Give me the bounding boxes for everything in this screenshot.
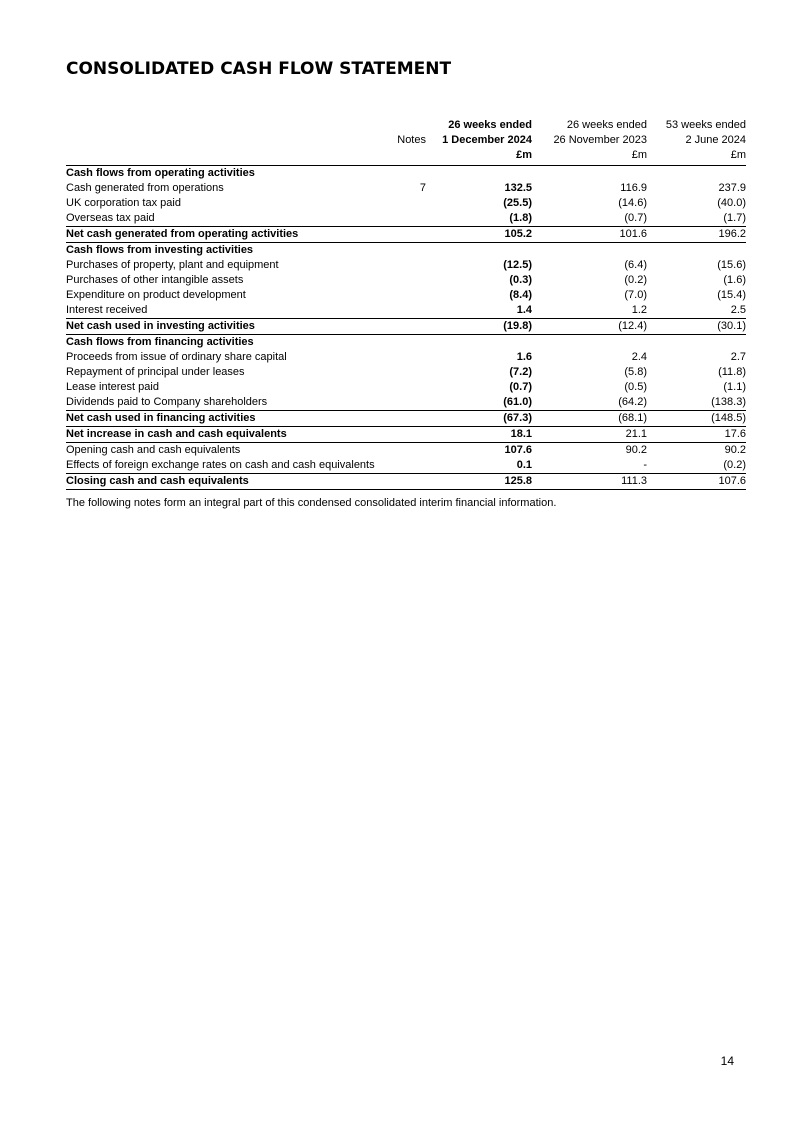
row-current-period-value: (19.8) <box>503 320 532 332</box>
table-row <box>66 380 746 395</box>
page-title: CONSOLIDATED CASH FLOW STATEMENT <box>66 59 452 79</box>
row-current-period-value: 1.4 <box>516 304 532 316</box>
row-label: Proceeds from issue of ordinary share capital <box>66 351 287 363</box>
row-prior-period-value: 116.9 <box>620 182 647 194</box>
row-current-period-value: (61.0) <box>503 396 532 408</box>
table-row <box>66 395 746 411</box>
row-label: Net increase in cash and cash equivalents <box>66 428 287 440</box>
row-label: UK corporation tax paid <box>66 197 181 209</box>
row-full-year-value: (1.7) <box>723 212 746 224</box>
row-current-period-value: (12.5) <box>503 259 532 271</box>
row-full-year-value: 107.6 <box>718 475 746 487</box>
row-full-year-value: (30.1) <box>717 320 746 332</box>
row-current-period-value: (0.3) <box>509 274 532 286</box>
row-full-year-value: 2.5 <box>730 304 746 316</box>
row-label: Net cash generated from operating activities <box>66 228 299 240</box>
row-current-period-value: 18.1 <box>510 428 532 440</box>
row-prior-period-value: (0.5) <box>624 381 647 393</box>
table-body <box>66 166 746 490</box>
header-row-2 <box>66 133 746 148</box>
section-header-row <box>66 243 746 258</box>
row-current-period-value: (7.2) <box>509 366 532 378</box>
table-row <box>66 458 746 474</box>
header-prior-period-line2: 26 November 2023 <box>553 134 647 146</box>
row-full-year-value: (15.6) <box>717 259 746 271</box>
row-prior-period-value: 21.1 <box>625 428 647 440</box>
row-full-year-value: (148.5) <box>711 412 746 424</box>
table-row <box>66 350 746 365</box>
total-row <box>66 227 746 243</box>
header-notes: Notes <box>397 134 426 146</box>
total-row <box>66 474 746 490</box>
header-row-3 <box>66 148 746 166</box>
row-current-period-value: 107.6 <box>504 444 532 456</box>
row-label: Dividends paid to Company shareholders <box>66 396 268 408</box>
table-row <box>66 196 746 211</box>
table-row <box>66 273 746 288</box>
row-prior-period-value: (64.2) <box>618 396 647 408</box>
row-prior-period-value: 90.2 <box>625 444 647 456</box>
row-current-period-value: (8.4) <box>509 289 532 301</box>
header-full-year-line2: 2 June 2024 <box>685 134 746 146</box>
row-full-year-value: (15.4) <box>717 289 746 301</box>
row-prior-period-value: 101.6 <box>619 228 647 240</box>
row-label: Net cash used in financing activities <box>66 412 256 424</box>
row-current-period-value: (1.8) <box>509 212 532 224</box>
table-row <box>66 258 746 273</box>
row-current-period-value: (67.3) <box>503 412 532 424</box>
header-full-year-unit: £m <box>730 149 746 161</box>
row-prior-period-value: (12.4) <box>618 320 647 332</box>
row-full-year-value: 90.2 <box>724 444 746 456</box>
table-row <box>66 211 746 227</box>
row-prior-period-value: (14.6) <box>618 197 647 209</box>
section-header-row <box>66 166 746 181</box>
row-label: Cash flows from operating activities <box>66 167 255 179</box>
row-full-year-value: 17.6 <box>724 428 746 440</box>
row-full-year-value: (1.6) <box>723 274 746 286</box>
row-notes: 7 <box>419 182 426 194</box>
row-current-period-value: 105.2 <box>504 228 532 240</box>
row-label: Effects of foreign exchange rates on cash and cash equivalents <box>66 459 375 471</box>
row-full-year-value: (0.2) <box>723 459 746 471</box>
header-full-year-line1: 53 weeks ended <box>665 119 746 131</box>
table-row <box>66 443 746 458</box>
row-label: Net cash used in investing activities <box>66 320 255 332</box>
row-prior-period-value: 2.4 <box>631 351 647 363</box>
row-full-year-value: (11.8) <box>718 366 746 378</box>
row-prior-period-value: (5.8) <box>624 366 647 378</box>
row-current-period-value: 132.5 <box>504 182 532 194</box>
row-prior-period-value: (0.2) <box>624 274 647 286</box>
row-current-period-value: (0.7) <box>509 381 532 393</box>
row-label: Purchases of other intangible assets <box>66 274 244 286</box>
row-full-year-value: 2.7 <box>730 351 746 363</box>
row-prior-period-value: (68.1) <box>618 412 647 424</box>
row-prior-period-value: (7.0) <box>624 289 647 301</box>
table-row <box>66 303 746 319</box>
row-label: Opening cash and cash equivalents <box>66 444 241 456</box>
row-prior-period-value: 111.3 <box>621 475 647 487</box>
row-label: Cash flows from investing activities <box>66 244 254 256</box>
table-row <box>66 288 746 303</box>
total-row <box>66 411 746 427</box>
row-current-period-value: 125.8 <box>504 475 532 487</box>
row-label: Expenditure on product development <box>66 289 246 301</box>
row-prior-period-value: (0.7) <box>624 212 647 224</box>
header-current-period-line1: 26 weeks ended <box>448 119 532 131</box>
row-full-year-value: 196.2 <box>718 228 746 240</box>
row-label: Purchases of property, plant and equipment <box>66 259 279 271</box>
row-full-year-value: 237.9 <box>718 182 746 194</box>
row-label: Repayment of principal under leases <box>66 366 245 378</box>
row-prior-period-value: - <box>643 459 647 471</box>
row-full-year-value: (138.3) <box>711 396 746 408</box>
page-number: 14 <box>720 1054 734 1068</box>
header-current-period-unit: £m <box>516 149 532 161</box>
total-row <box>66 427 746 443</box>
footnote: The following notes form an integral part of this condensed consolidated interim financial information. <box>66 497 557 509</box>
row-label: Closing cash and cash equivalents <box>66 475 249 487</box>
row-prior-period-value: 1.2 <box>631 304 647 316</box>
cash-flow-table <box>66 118 746 490</box>
row-prior-period-value: (6.4) <box>624 259 647 271</box>
row-current-period-value: (25.5) <box>503 197 532 209</box>
row-label: Cash flows from financing activities <box>66 336 254 348</box>
header-current-period-line2: 1 December 2024 <box>442 134 532 146</box>
row-full-year-value: (1.1) <box>723 381 746 393</box>
table-row <box>66 365 746 380</box>
row-full-year-value: (40.0) <box>717 197 746 209</box>
row-label: Lease interest paid <box>66 381 159 393</box>
header-prior-period-unit: £m <box>631 149 647 161</box>
total-row <box>66 319 746 335</box>
section-header-row <box>66 335 746 350</box>
row-current-period-value: 0.1 <box>516 459 532 471</box>
row-label: Interest received <box>66 304 148 316</box>
table-row <box>66 181 746 196</box>
header-prior-period-line1: 26 weeks ended <box>566 119 647 131</box>
row-label: Cash generated from operations <box>66 182 224 194</box>
header-row-1 <box>66 118 746 133</box>
row-current-period-value: 1.6 <box>516 351 532 363</box>
row-label: Overseas tax paid <box>66 212 155 224</box>
